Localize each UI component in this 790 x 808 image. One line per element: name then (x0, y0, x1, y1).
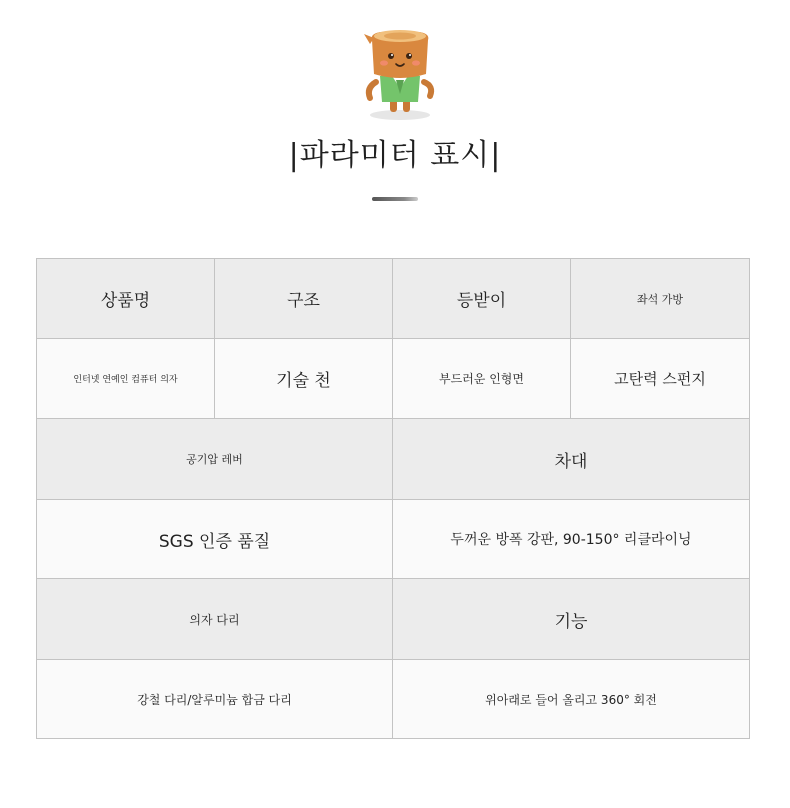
table-row (37, 660, 750, 739)
label-backrest: 등받이 (393, 259, 571, 339)
value-chassis: 두꺼운 방폭 강판, 90-150° 리클라이닝 (393, 500, 750, 579)
page-title: |파라미터 표시| (288, 138, 502, 173)
value-structure: 기술 천 (215, 339, 393, 419)
value-chair-legs: 강철 다리/알루미늄 합금 다리 (37, 660, 393, 739)
value-gas-lever: SGS 인증 품질 (37, 500, 393, 579)
label-chassis: 차대 (393, 419, 750, 500)
value-function: 위아래로 들어 올리고 360° 회전 (393, 660, 750, 739)
label-gas-lever: 공기압 레버 (37, 419, 393, 500)
table-row (37, 419, 750, 500)
table-row (37, 259, 750, 339)
value-seat-cushion: 고탄력 스펀지 (571, 339, 750, 419)
parameter-table (36, 258, 750, 739)
label-structure: 구조 (215, 259, 393, 339)
table-row (37, 579, 750, 660)
label-chair-legs: 의자 다리 (37, 579, 393, 660)
value-product-name: 인터넷 연예인 컴퓨터 의자 (37, 339, 215, 419)
label-product-name: 상품명 (37, 259, 215, 339)
title-underline (372, 197, 418, 201)
label-seat-cushion: 좌석 가방 (571, 259, 750, 339)
value-backrest: 부드러운 인형면 (393, 339, 571, 419)
tree-stump-mascot-icon (360, 22, 440, 122)
table-row (37, 339, 750, 419)
label-function: 기능 (393, 579, 750, 660)
table-row (37, 500, 750, 579)
